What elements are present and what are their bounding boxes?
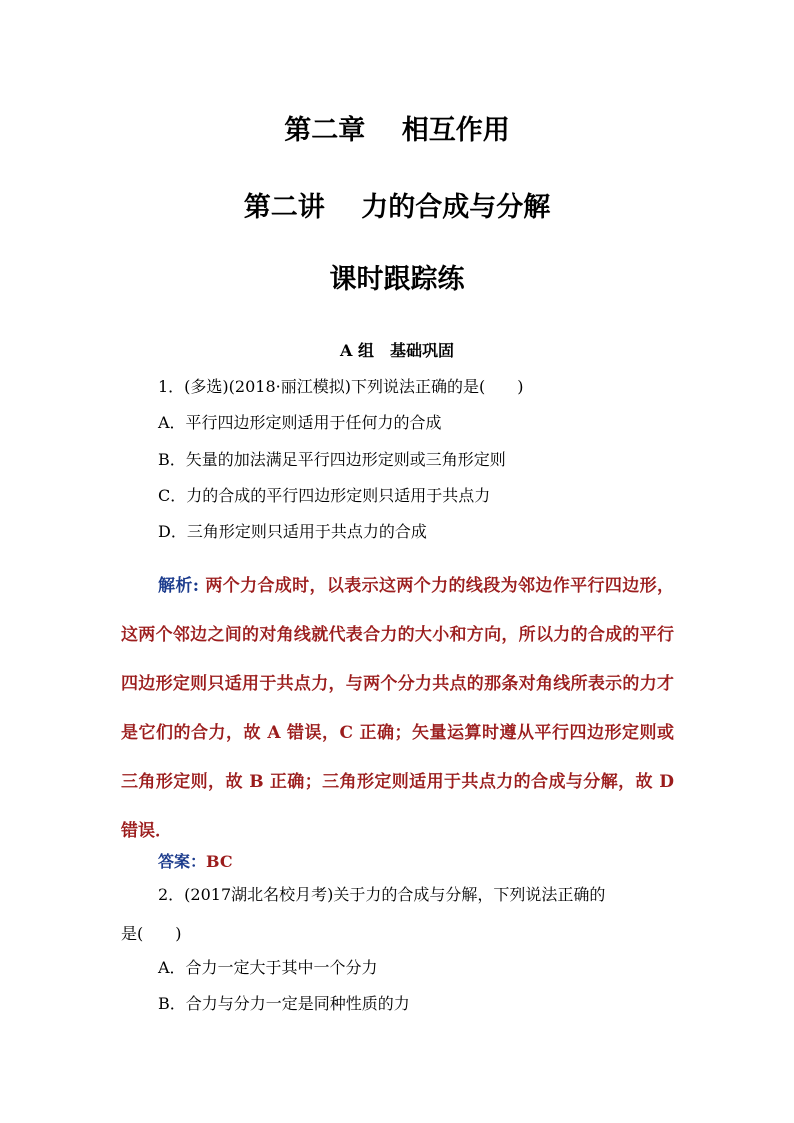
question-1-option-a: A．平行四边形定则适用于任何力的合成	[158, 413, 442, 432]
lecture-title: 第二讲 力的合成与分解	[243, 192, 551, 223]
question-2-stem-line-2: 是( )	[121, 924, 182, 943]
answer-value: BC	[206, 852, 233, 871]
question-2-stem-line-1: 2．(2017湖北名校月考)关于力的合成与分解，下列说法正确的	[158, 885, 606, 904]
question-2-option-b: B．合力与分力一定是同种性质的力	[158, 994, 410, 1013]
question-1-option-c: C．力的合成的平行四边形定则只适用于共点力	[158, 486, 491, 505]
answer-label: 答案：	[158, 852, 207, 871]
question-1-stem: 1．(多选)(2018·丽江模拟)下列说法正确的是( )	[158, 377, 524, 396]
question-1-option-b: B．矢量的加法满足平行四边形定则或三角形定则	[158, 450, 506, 469]
question-1-answer	[158, 849, 233, 872]
group-heading: A 组 基础巩固	[340, 341, 454, 360]
question-2-option-a: A．合力一定大于其中一个分力	[158, 958, 378, 977]
analysis-label: 解析:	[158, 576, 200, 596]
question-1-option-d: D．三角形定则只适用于共点力的合成	[158, 522, 427, 541]
question-1-analysis	[121, 562, 674, 856]
exercise-subtitle: 课时跟踪练	[329, 264, 465, 295]
analysis-text: 两个力合成时，以表示这两个力的线段为邻边作平行四边形，这两个邻边之间的对角线就代表合力的大小和方向，所以力的合成的平行四边形定则只适用于共点力，与两个分力共点的那条对角线所表示的力才是它们的合力，故 A 错误，C 正确；矢量运算时遵从平行四边形定则或三角形定则，故 B 正确；三角形定则适用于共点力的合成与分解，故 D 错误．	[121, 576, 675, 841]
chapter-title: 第二章 相互作用	[284, 115, 510, 146]
